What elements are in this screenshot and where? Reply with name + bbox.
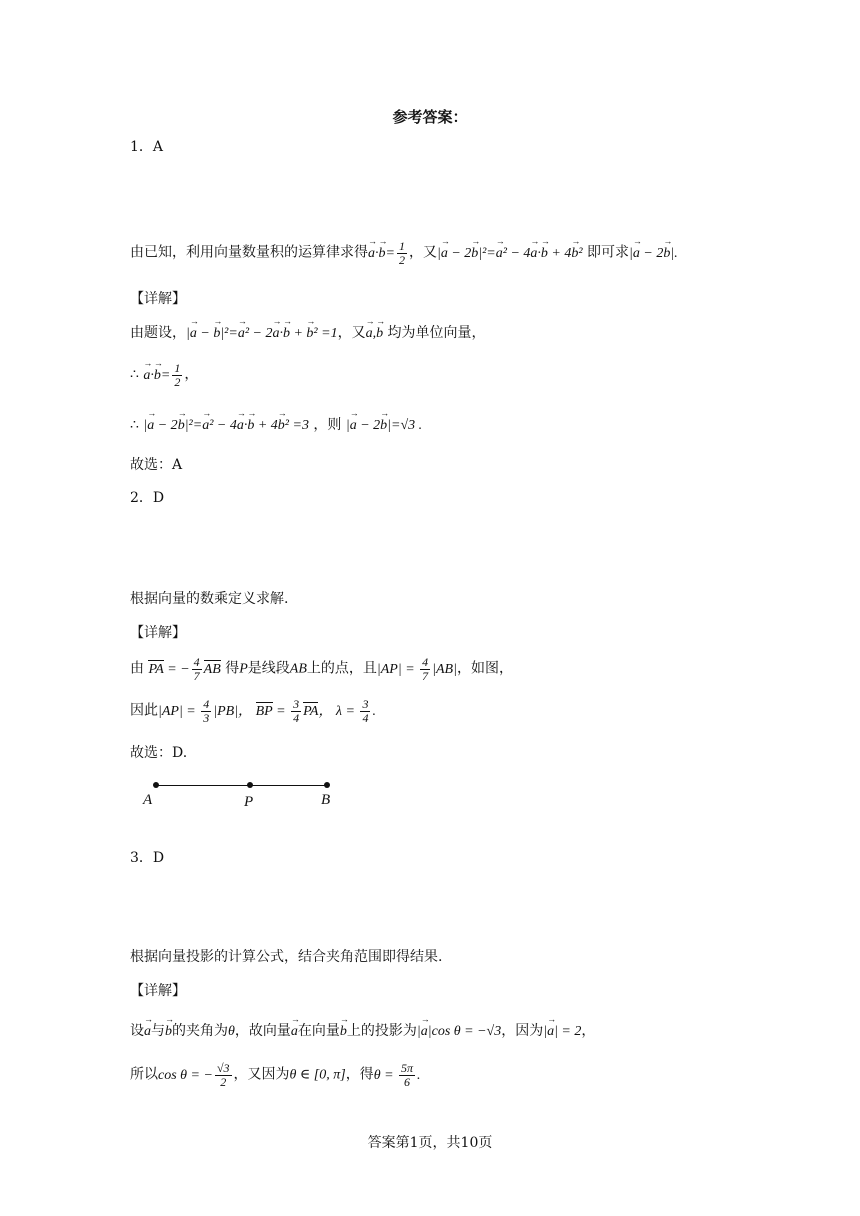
point-a-dot [153,782,159,788]
q2-line2-a: 因此 [130,702,158,719]
q1-line3-mid: ，则 [313,417,342,433]
q2-line2-expr: |AP| = $\frac{4}{3}$ |PB|， BP = $\frac{3}{4}$ PA， λ = $\frac{3}{4}$ . [158,697,376,725]
q1-hint-mid: ，又 [408,244,437,261]
q3-detail-label: 【详解】 [130,983,186,999]
q3-norm-expr: |→ a| = 2 [543,1024,581,1039]
q3-line1-c: 的夹角为 [172,1023,228,1039]
q3-hint: 根据向量投影的计算公式，结合夹角范围即得结果. [130,949,443,965]
point-p-label: P [244,794,254,810]
q1-line2: ∴ → a·→ b= $\frac{1}{2}$ ， [130,362,198,389]
q3-line1-f: 上的投影为 [346,1023,417,1039]
q1-line2-expr: → a·→ b= $\frac{1}{2}$ [143,368,184,383]
q3-line2 [130,1062,421,1089]
q3-line2-a: 所以 [130,1066,158,1083]
q3-line2-c: ，得 [345,1066,374,1083]
q3-line1-e: 在向量 [297,1023,340,1039]
q1-line1 [130,322,486,342]
q1-therefore-2: ∴ [130,417,139,433]
q2-line1-c: 是线段 [247,660,290,677]
q3-range-expr: θ ∈ [0, π] [289,1067,346,1083]
q2-line1-expr: PA = − $\frac{4}{7}$ AB [148,655,221,683]
point-b-dot [324,782,330,788]
q2-line1-b: 得 [225,660,240,677]
q1-therefore-1: ∴ [130,366,139,383]
q1-detail-label: 【详解】 [130,291,186,307]
q3-projection-expr: |→ a|cos θ = −√3 [417,1024,501,1039]
q1-line1-prefix: 由题设， [130,325,186,341]
q3-line1-b: 与 [151,1023,165,1039]
q1-hint-suffix: 即可求 [587,244,630,261]
q2-line1-ratio: |AP| = $\frac{4}{7}$ |AB| [376,655,457,683]
q2-detail-label: 【详解】 [130,625,186,641]
q1-hint-prefix: 由已知，利用向量数量积的运算律求得 [130,244,368,261]
q1-line1-expr: |→ a − → b|²=→ a² − 2→ a·→ b + → b² =1 [186,326,338,341]
q2-line1-a: 由 [130,660,144,677]
q2-line2 [130,698,376,725]
q1-hint-norm-expr: |→ a − 2→ b|²=→ a² − 4→ a·→ b + 4→ b² [437,246,583,261]
q1-hint [130,240,678,267]
page-title: 参考答案： [392,108,468,126]
q2-number: 2．D [130,490,165,506]
q3-line1-a: 设 [130,1023,144,1039]
q1-line3-expr: |→ a − 2→ b|²=→ a² − 4→ a·→ b + 4→ b² =3 [143,418,309,433]
q3-result-expr: θ = $\frac{5\pi}{6}$ . [373,1061,421,1089]
q3-line1-g: ，因为 [501,1023,544,1039]
point-p-dot [247,782,253,788]
q3-line2-b: ，又因为 [233,1066,290,1083]
q3-line1-d: ，故向量 [234,1023,291,1039]
point-b-label: B [321,792,331,808]
point-a-label: A [143,792,153,808]
q1-answer: 故选：A [130,457,183,473]
q1-line1-suffix: ，又 [337,325,366,341]
q2-answer: 故选：D. [130,745,188,761]
q2-line1-e: ，如图， [456,660,513,677]
q3-line1: 设→ a与→ b的夹角为θ，故向量→ a在向量→ b上的投影为|→ a|cos θ = −√3，因为|→ a| = 2， [130,1020,595,1040]
q1-hint-target: |→ a − 2→ b|. [629,246,678,261]
q3-number: 3．D [130,850,165,866]
q1-line1-end: 均为单位向量， [387,325,486,341]
q2-line1-d: 上的点，且 [306,660,377,677]
page-footer: 答案第1页，共10页 [367,1135,493,1151]
segment-line [156,785,328,786]
q2-hint: 根据向量的数乘定义求解. [130,591,289,607]
q2-line1: 由 PA = − $\frac{4}{7}$ AB 得P是线段AB上的点，且|AP| = $\frac{4}{7}$ |AB|，如图， [130,655,513,683]
q2-figure [140,776,350,816]
q1-number: 1．A [130,139,164,155]
q1-hint-dot-expr: → a·→ b= $\frac{1}{2}$ [368,246,409,261]
q1-line3-result: |→ a − 2→ b|=√3 . [346,418,422,433]
q1-line1-vectors: → a,→ b [366,326,384,341]
q1-line3 [130,414,422,434]
q3-cos-expr: cos θ = − $\frac{√3}{2}$ [158,1061,230,1089]
